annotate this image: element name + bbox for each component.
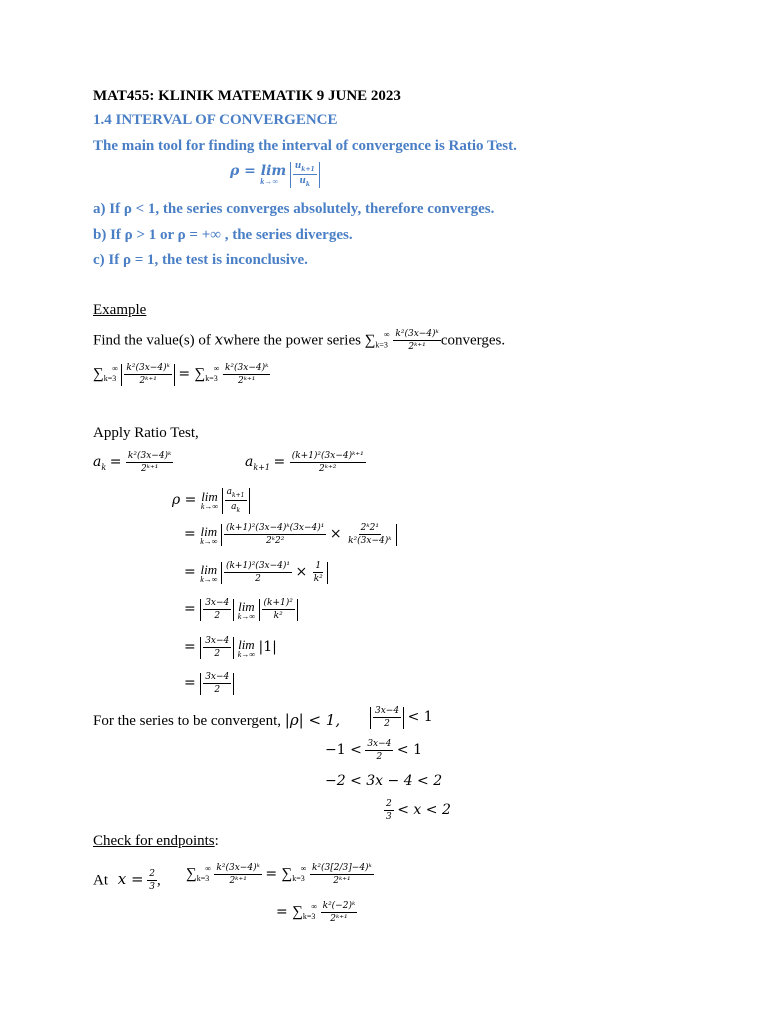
ineq2-right: < 1: [396, 742, 422, 759]
at-x: x =: [117, 870, 144, 889]
series-term-den: 2ᵏ⁺¹: [408, 342, 426, 352]
u-num: u: [294, 161, 302, 171]
lim-word-1: lim: [201, 489, 218, 505]
step1-den-sub: k: [236, 506, 241, 514]
sum-abs-equality: $\sum_{k=3}^\infty$ $\frac{\text{k²(3x−4)ᵏ}}{\text{2ᵏ⁺¹}}$ = $\sum_{k=3}^\infty$ $\frac{\text{k²(3x−4)ᵏ}}{\text{2ᵏ⁺¹}}$: [93, 363, 269, 386]
u-den-sub: k: [305, 180, 311, 188]
case-b: b) If ρ > 1 or ρ = +∞ , the series diverges.: [93, 227, 353, 243]
ak-sub: k: [101, 463, 107, 473]
ratio-step-5: = $\frac{3x-4}{2}$ lim k→∞ |1|: [184, 636, 277, 659]
step3-f1-den: 2: [255, 574, 261, 584]
ratio-step-4: = $\frac{3x-4}{2}$ lim k→∞ $\frac{\text{(k+1)²}}{\text{k²}}$: [184, 599, 298, 621]
endpoints-heading: [93, 833, 219, 850]
step2-f1-num: (k+1)²(3x−4)ᵏ(3x−4)¹: [225, 523, 325, 533]
convergent-text: For the series to be convergent,: [93, 713, 282, 729]
endpoint-at-label: At x = $\frac{2}{3}$ ,: [93, 869, 161, 892]
rho-lim-sub: k→∞: [260, 176, 278, 186]
step3-f2-num: 1: [315, 561, 322, 571]
endpoints-colon: :: [214, 833, 219, 849]
example-prompt: Find the value(s) of xwhere the power series $\sum_{k=3}^\infty$ $\frac{\text{k²(3x−4)ᵏ}}{\text{2ᵏ⁺¹}}$ converges.: [93, 329, 506, 352]
step2-f2-den: k²(3x−4)ᵏ: [348, 536, 392, 546]
end-final-den: 2ᵏ⁺¹: [330, 914, 348, 924]
step2-f1-den: 2ᵏ2²: [266, 536, 285, 546]
endpoint-sub: $\sum_{k=3}^\infty$ $\frac{\text{k²(3x−4)ᵏ}}{\text{2ᵏ⁺¹}}$ = $\sum_{k=3}^\infty$ $\frac{\text{k²(3[2/3]−4)ᵏ}}{\text{2ᵏ⁺¹}}$: [186, 863, 372, 886]
step1-den: a: [231, 501, 237, 512]
ratio-step-2: = lim k→∞ $\frac{\text{(k+1)²(3x−4)ᵏ(3x−4)¹}}{\text{2ᵏ2²}}$ × $\frac{\text{2ᵏ2¹}}{\text{k²(3x−4)ᵏ}}$: [184, 524, 397, 546]
lim-sub-1: k→∞: [200, 502, 219, 512]
ineq4-num: 2: [386, 799, 392, 809]
end-final-num: k²(−2)ᵏ: [322, 901, 356, 911]
step4-a-num: 3x−4: [205, 598, 230, 608]
apply-ratio-text: Apply Ratio Test,: [93, 425, 199, 441]
step1-num-sub: k+1: [232, 491, 245, 499]
section-heading: 1.4 INTERVAL OF CONVERGENCE: [93, 112, 338, 128]
prompt-var: x: [214, 330, 224, 349]
ineq-1: $\frac{3x-4}{2}$ < 1: [370, 707, 433, 729]
convergent-condition: [93, 711, 340, 730]
step4-b-num: (k+1)²: [263, 598, 293, 608]
ak-den: 2ᵏ⁺¹: [140, 464, 159, 474]
at-num: 2: [149, 869, 156, 879]
document-title: MAT455: KLINIK MATEMATIK 9 JUNE 2023: [93, 88, 401, 104]
step2-f2-num: 2ᵏ2¹: [360, 523, 379, 533]
step3-f2-den: k²: [313, 574, 323, 584]
step3-f1-num: (k+1)²(3x−4)¹: [225, 561, 291, 571]
ratio-step-3: = lim k→∞ $\frac{\text{(k+1)²(3x−4)¹}}{2}$ × $\frac{1}{\text{k²}}$: [184, 562, 328, 584]
ratio-formula: [230, 162, 320, 188]
ak1-definition: $a_{k+1}$ = $\frac{\text{(k+1)²(3x−4)ᵏ⁺¹}}{\text{2ᵏ⁺²}}$: [245, 451, 364, 474]
prompt-before: Find the value(s) of: [93, 332, 211, 349]
ak-definition: $a_k$ = $\frac{\text{k²(3x−4)ᵏ}}{\text{2ᵏ⁺¹}}$: [93, 451, 172, 474]
ineq-3: −2 < 3x − 4 < 2: [325, 773, 443, 789]
ak-label: a: [93, 454, 102, 471]
step5-val: |1|: [258, 639, 277, 656]
ineq-2: −1 < $\frac{3x-4}{2}$ < 1: [325, 739, 422, 762]
u-num-sub: k+1: [301, 165, 315, 173]
series-term-num: k²(3x−4)ᵏ: [395, 329, 439, 339]
case-a: a) If ρ < 1, the series converges absolutely, therefore converges.: [93, 201, 495, 217]
step1-num: a: [226, 487, 233, 497]
step4-b-den: k²: [273, 611, 283, 621]
ak-num: k²(3x−4)ᵏ: [127, 451, 172, 461]
at-label: At: [93, 872, 108, 889]
example-heading: Example: [93, 302, 147, 318]
ak1-num: (k+1)²(3x−4)ᵏ⁺¹: [291, 451, 364, 461]
endpoints-heading-text: Check for endpoints: [93, 833, 215, 849]
endpoint-final: = $\sum_{k=3}^\infty$ $\frac{\text{k²(−2)ᵏ}}{\text{2ᵏ⁺¹}}$: [276, 901, 356, 924]
prompt-mid: where the power series: [223, 332, 361, 349]
ratio-step-6: = $\frac{3x-4}{2}$: [184, 673, 234, 695]
step4-a-den: 2: [214, 611, 221, 621]
ineq2-left: −1 <: [325, 742, 362, 759]
ak1-label: a: [245, 454, 254, 471]
end-sub-num: k²(3[2/3]−4)ᵏ: [311, 863, 372, 873]
rho-lim-label: ρ = lim: [230, 162, 287, 179]
ineq4-right: < x < 2: [397, 802, 451, 819]
ak1-sub: k+1: [253, 463, 270, 473]
u-den: u: [299, 175, 306, 186]
ineq4-den: 3: [386, 812, 392, 822]
ratio-step-1: ρ = lim k→∞ $\frac{a_{k+1}}{a_k}$: [172, 488, 250, 514]
sum-to: ∞: [383, 330, 390, 340]
sum-from: k=3: [375, 340, 388, 350]
ratio-abs: [290, 162, 320, 188]
at-den: 3: [149, 882, 156, 892]
ineq1-rhs: < 1: [407, 709, 433, 726]
rho-abs: |ρ| < 1,: [284, 711, 341, 729]
prompt-after: converges.: [440, 332, 506, 349]
case-c: c) If ρ = 1, the test is inconclusive.: [93, 252, 308, 268]
ak1-den: 2ᵏ⁺²: [319, 464, 337, 474]
intro-text: The main tool for finding the interval of convergence is Ratio Test.: [93, 138, 517, 154]
ineq-4: [384, 800, 451, 822]
